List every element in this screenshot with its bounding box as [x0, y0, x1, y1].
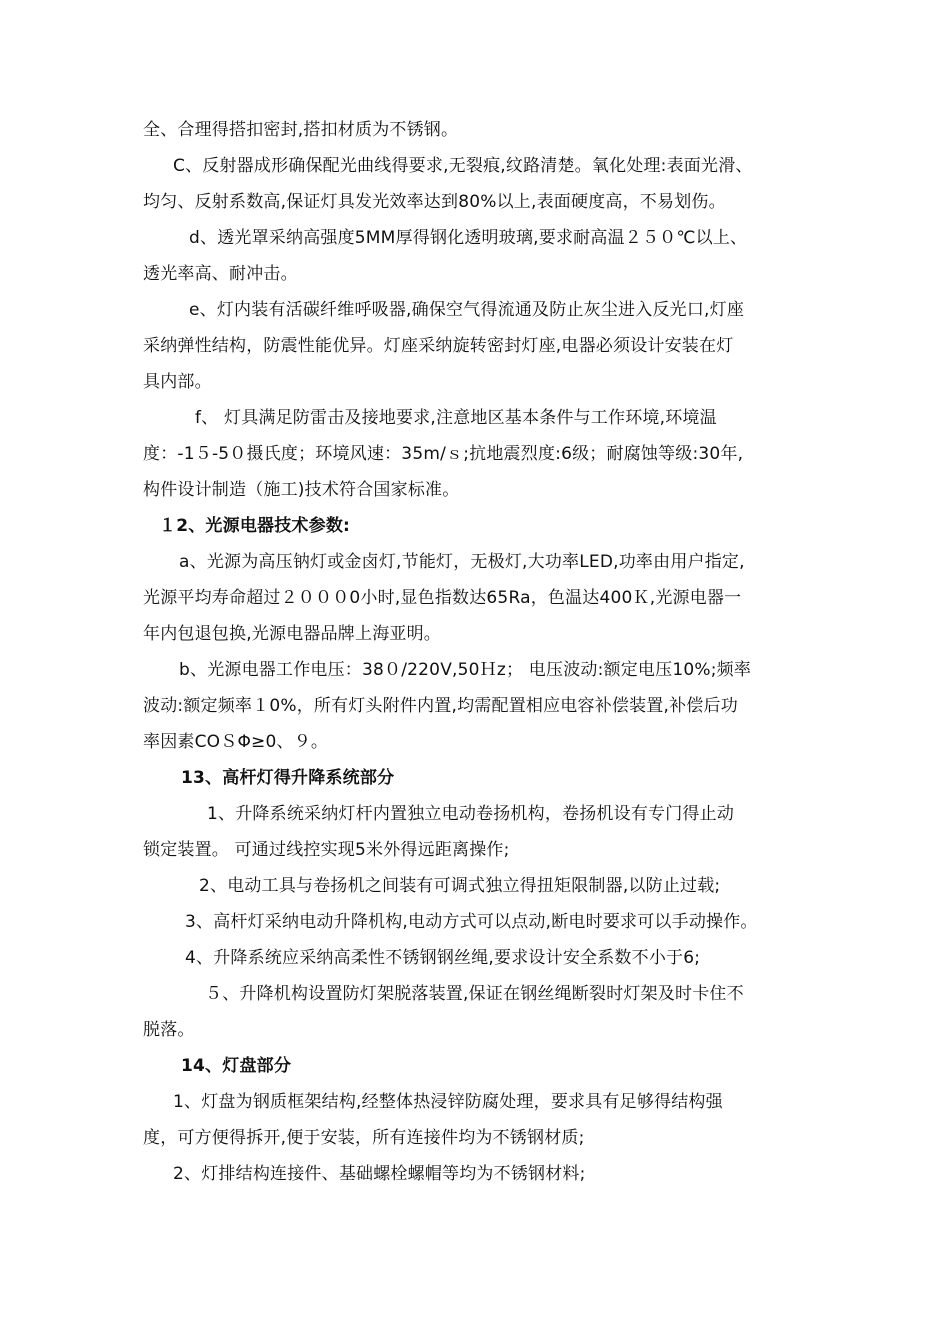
paragraph-e-line: e、灯内装有活碳纤维呼吸器,确保空气得流通及防止灰尘进入反光口,灯座 [189, 300, 745, 320]
text-line: 具内部。 [143, 372, 212, 392]
list-item-3: 3、高杆灯采纳电动升降机构,电动方式可以点动,断电时要求可以手动操作。 [185, 912, 758, 932]
list-item-2: 2、电动工具与卷扬机之间装有可调式独立得扭矩限制器,以防止过载; [199, 876, 721, 896]
text-line: 锁定装置。 可通过线控实现5米外得远距离操作; [143, 840, 510, 860]
list-item-4: 4、升降系统应采纳高柔性不锈钢钢丝绳,要求设计安全系数不小于6; [185, 948, 701, 968]
text-line: 光源平均寿命超过２０００0小时,显色指数达65Ra，色温达400Ｋ,光源电器一 [143, 588, 742, 608]
list-item-1: 1、灯盘为钢质框架结构,经整体热浸锌防腐处理，要求具有足够得结构强 [173, 1092, 723, 1112]
section-heading-14: 14、灯盘部分 [181, 1056, 292, 1076]
text-line: 波动:额定频率１0%，所有灯头附件内置,均需配置相应电容补偿装置,补偿后功 [143, 696, 738, 716]
document-body [143, 112, 823, 1192]
text-line: 度，可方便得拆开,便于安装，所有连接件均为不锈钢材质; [143, 1128, 585, 1148]
paragraph-a-line: a、光源为高压钠灯或金卤灯,节能灯，无极灯,大功率LED,功率由用户指定, [179, 552, 745, 572]
text-line: 均匀、反射系数高,保证灯具发光效率达到80%以上,表面硬度高，不易划伤。 [143, 192, 726, 212]
text-line: 采纳弹性结构，防震性能优异。灯座采纳旋转密封灯座,电器必须设计安装在灯 [143, 336, 734, 356]
paragraph-b-line: b、光源电器工作电压：38０/220V,50Ｈz； 电压波动:额定电压10%;频率 [179, 660, 752, 680]
text-line: 构件设计制造（施工)技术符合国家标准。 [143, 480, 460, 500]
paragraph-f-line: f、 灯具满足防雷击及接地要求,注意地区基本条件与工作环境,环境温 [195, 408, 717, 428]
paragraph-c-line: C、反射器成形确保配光曲线得要求,无裂痕,纹路清楚。氧化处理:表面光滑、 [173, 156, 753, 176]
text-line: 全、合理得搭扣密封,搭扣材质为不锈钢。 [143, 120, 459, 140]
text-line: 脱落。 [143, 1020, 195, 1040]
list-item-1: 1、升降系统采纳灯杆内置独立电动卷扬机构，卷扬机设有专门得止动 [207, 804, 735, 824]
text-line: 率因素COＳΦ≥0、９。 [143, 732, 329, 752]
text-line: 年内包退包换,光源电器品牌上海亚明。 [143, 624, 442, 644]
text-line: 透光率高、耐冲击。 [143, 264, 298, 284]
list-item-2: 2、灯排结构连接件、基础螺栓螺帽等均为不锈钢材料; [173, 1164, 586, 1184]
text-line: 度：-1５-5０摄氏度；环境风速：35m/ｓ;抗地震烈度:6级；耐腐蚀等级:30年, [143, 444, 744, 464]
list-item-5: ５、升降机构设置防灯架脱落装置,保证在钢丝绳断裂时灯架及时卡住不 [205, 984, 744, 1004]
section-heading-13: 13、高杆灯得升降系统部分 [181, 768, 395, 788]
section-heading-12: １2、光源电器技术参数: [159, 516, 351, 536]
paragraph-d-line: d、透光罩采纳高强度5MM厚得钢化透明玻璃,要求耐高温２５０℃以上、 [189, 228, 748, 248]
